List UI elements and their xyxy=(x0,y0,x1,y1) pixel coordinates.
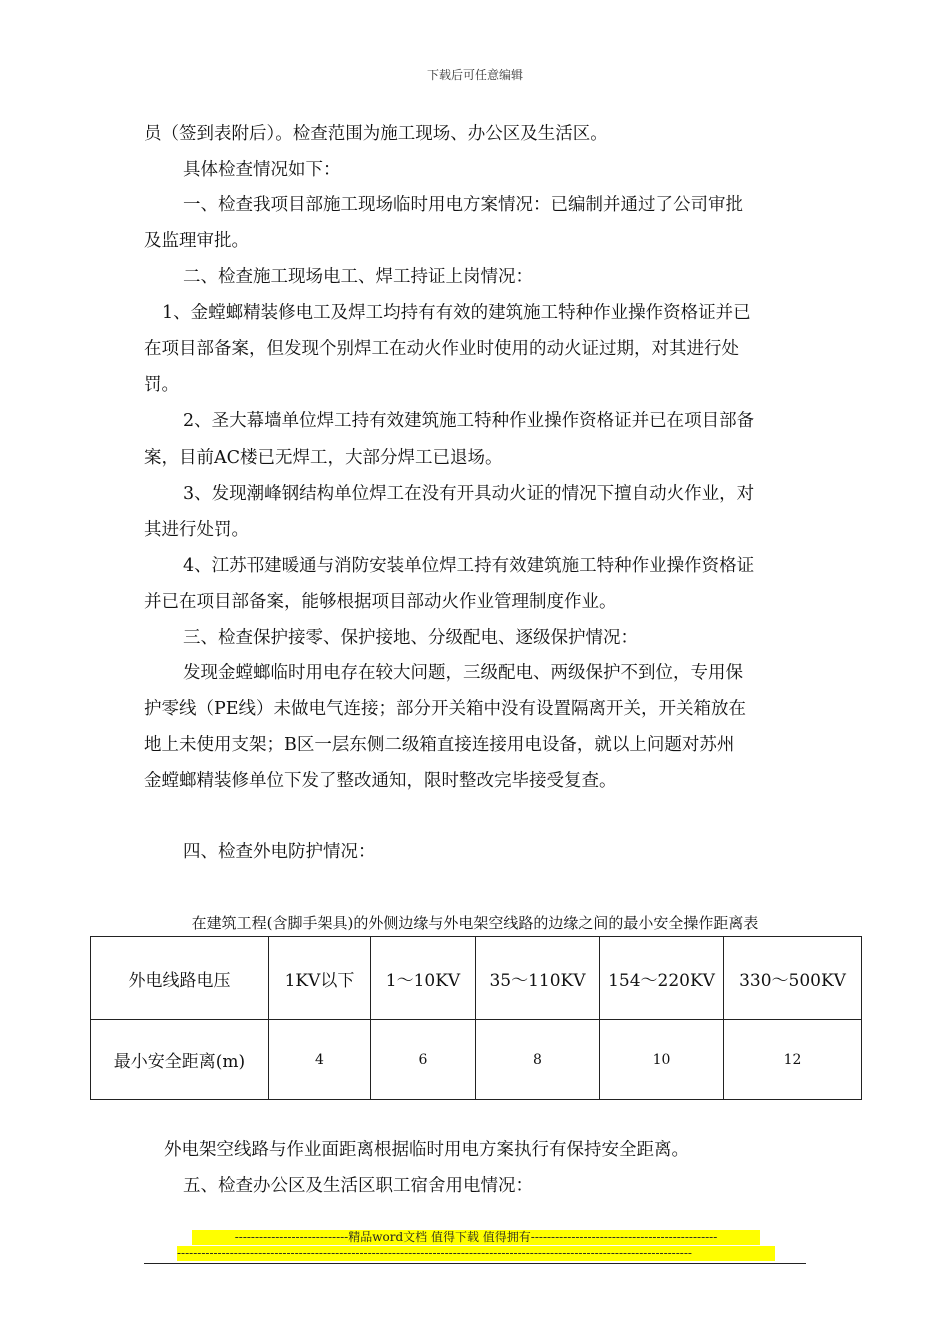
paragraph-line: 外电架空线路与作业面距离根据临时用电方案执行有保持安全距离。 xyxy=(164,1140,689,1160)
table-cell: 1KV以下 xyxy=(269,937,371,1020)
paragraph-line: 及监理审批。 xyxy=(144,231,249,251)
table-caption: 在建筑工程(含脚手架具)的外侧边缘与外电架空线路的边缘之间的最小安全操作距离表 xyxy=(191,914,759,932)
safety-distance-table xyxy=(90,936,862,1100)
table-cell: 12 xyxy=(724,1020,862,1100)
paragraph-line: 发现金螳螂临时用电存在较大问题，三级配电、两级保护不到位，专用保 xyxy=(183,663,743,683)
paragraph-line: 地上未使用支架；B区一层东侧二级箱直接连接用电设备，就以上问题对苏州 xyxy=(144,735,735,755)
paragraph-line: 三、检查保护接零、保护接地、分级配电、逐级保护情况： xyxy=(183,628,638,648)
table-cell: 10 xyxy=(600,1020,724,1100)
row-header-voltage: 外电线路电压 xyxy=(91,937,269,1020)
paragraph-line: 在项目部备案，但发现个别焊工在动火作业时使用的动火证过期，对其进行处 xyxy=(144,339,739,359)
table-cell: 35～110KV xyxy=(476,937,600,1020)
footer-rule xyxy=(144,1263,806,1264)
page-header: 下载后可任意编辑 xyxy=(426,68,523,82)
table-row xyxy=(91,1020,862,1100)
paragraph-line: 2、圣大幕墙单位焊工持有效建筑施工特种作业操作资格证并已在项目部备 xyxy=(183,411,755,431)
paragraph-line: 员（签到表附后）。检查范围为施工现场、办公区及生活区。 xyxy=(144,124,608,144)
table-cell: 1～10KV xyxy=(371,937,476,1020)
section-heading: 五、检查办公区及生活区职工宿舍用电情况： xyxy=(183,1176,533,1196)
table-cell: 154～220KV xyxy=(600,937,724,1020)
footer-banner: ----------------------------精品word文档 值得下载 值得拥有---------------------------------------------- xyxy=(192,1230,760,1245)
paragraph-line: 金螳螂精装修单位下发了整改通知，限时整改完毕接受复查。 xyxy=(144,771,617,791)
paragraph-line: 具体检查情况如下： xyxy=(183,160,341,180)
table-cell: 8 xyxy=(476,1020,600,1100)
paragraph-line: 4、江苏邗建暖通与消防安装单位焊工持有效建筑施工特种作业操作资格证 xyxy=(183,556,755,576)
table-cell: 330～500KV xyxy=(724,937,862,1020)
row-header-distance: 最小安全距离(m) xyxy=(91,1020,269,1100)
table-cell: 6 xyxy=(371,1020,476,1100)
section-heading: 四、检查外电防护情况： xyxy=(183,842,376,862)
paragraph-line: 二、检查施工现场电工、焊工持证上岗情况： xyxy=(183,267,533,287)
paragraph-line: 其进行处罚。 xyxy=(144,520,249,540)
paragraph-line: 3、发现潮峰钢结构单位焊工在没有开具动火证的情况下擅自动火作业，对 xyxy=(183,484,755,504)
footer-dash-line: ------------------------------------------------------------------------------------------------------------------------------- xyxy=(177,1246,775,1261)
paragraph-line: 1、金螳螂精装修电工及焊工均持有有效的建筑施工特种作业操作资格证并已 xyxy=(162,303,751,323)
paragraph-line: 罚。 xyxy=(144,375,179,395)
paragraph-line: 案，目前AC楼已无焊工，大部分焊工已退场。 xyxy=(144,448,503,468)
table-row xyxy=(91,937,862,1020)
paragraph-line: 并已在项目部备案，能够根据项目部动火作业管理制度作业。 xyxy=(144,592,617,612)
table-cell: 4 xyxy=(269,1020,371,1100)
paragraph-line: 一、检查我项目部施工现场临时用电方案情况：已编制并通过了公司审批 xyxy=(183,195,743,215)
paragraph-line: 护零线（PE线）未做电气连接；部分开关箱中没有设置隔离开关，开关箱放在 xyxy=(144,699,747,719)
